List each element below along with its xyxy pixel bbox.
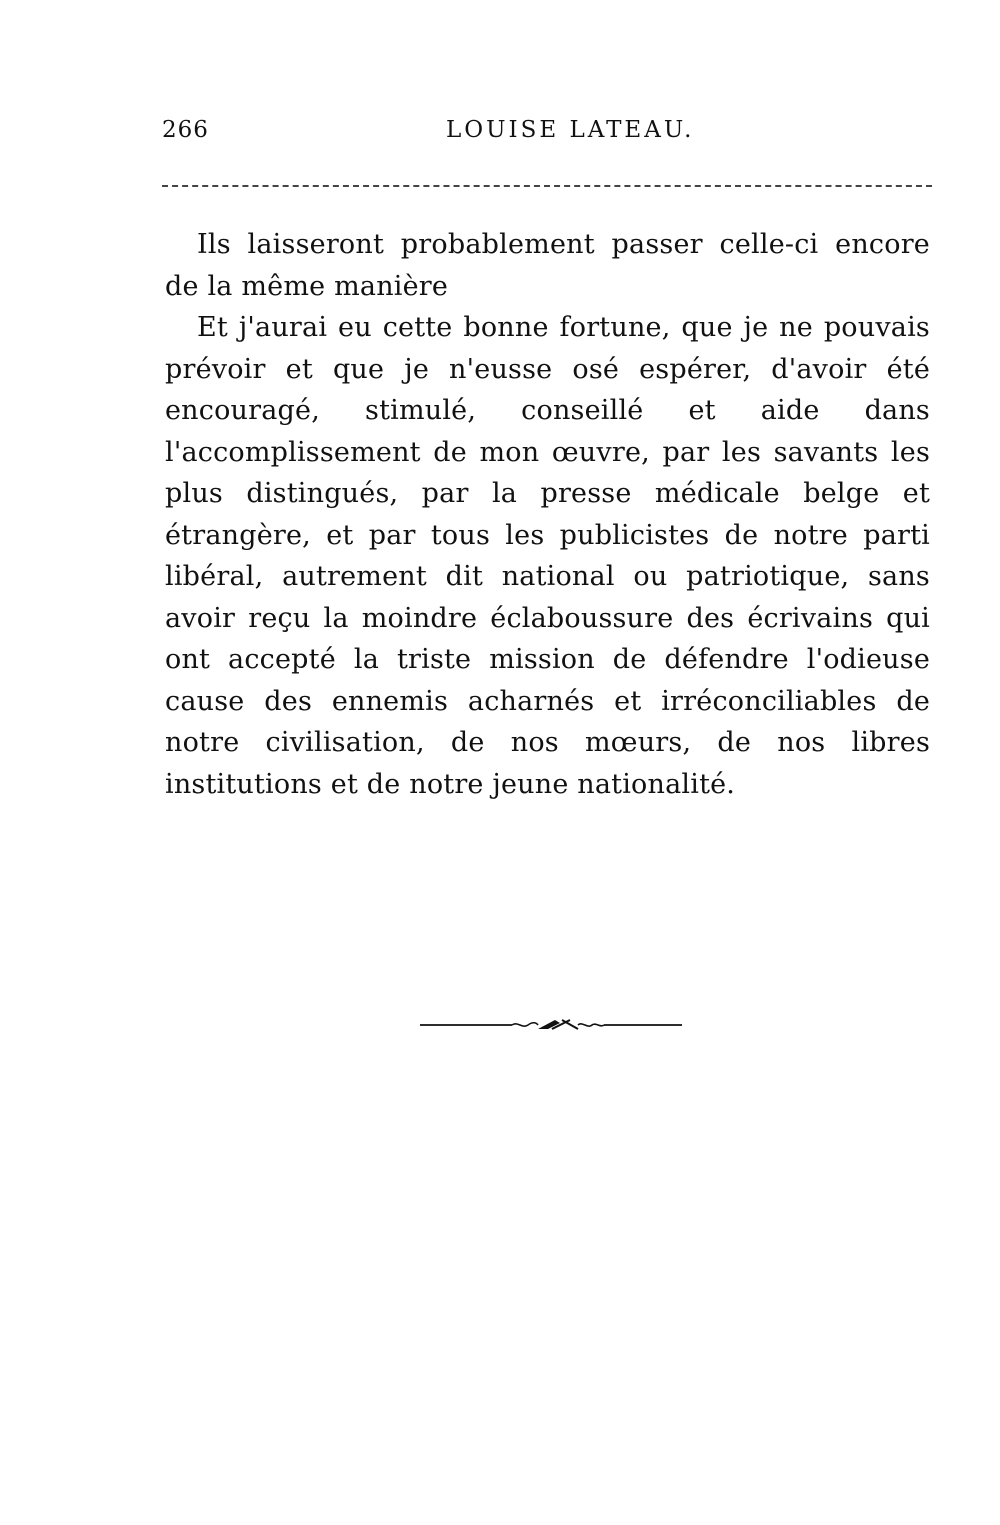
paragraph-1: Ils laisseront probablement passer celle-ci encore de la même manière (165, 229, 930, 302)
running-head (162, 117, 932, 157)
end-ornament (420, 1015, 682, 1035)
running-title: LOUISE LATEAU. (446, 117, 695, 143)
header-rule (162, 185, 932, 187)
paragraph-2: Et j'aurai eu cette bonne fortune, que je ne pouvais prévoir et que je n'eusse osé espérer, d'avoir été encouragé, stimulé, conseillé et aide dans l'accomplissement de mon œuvre, par les savants les plus distingués, par la presse médicale belge et étrangère, et par tous les publicistes de notre parti libéral, autrement dit national ou patriotique, sans avoir reçu la moindre éclaboussure des écrivains qui ont accepté la triste mission de défendre l'odieuse cause des ennemis acharnés et irréconciliables de notre civilisation, de nos mœurs, de nos libres institutions et de notre jeune nationalité. (165, 312, 930, 800)
page-number: 266 (162, 117, 209, 143)
body-text (165, 224, 930, 805)
